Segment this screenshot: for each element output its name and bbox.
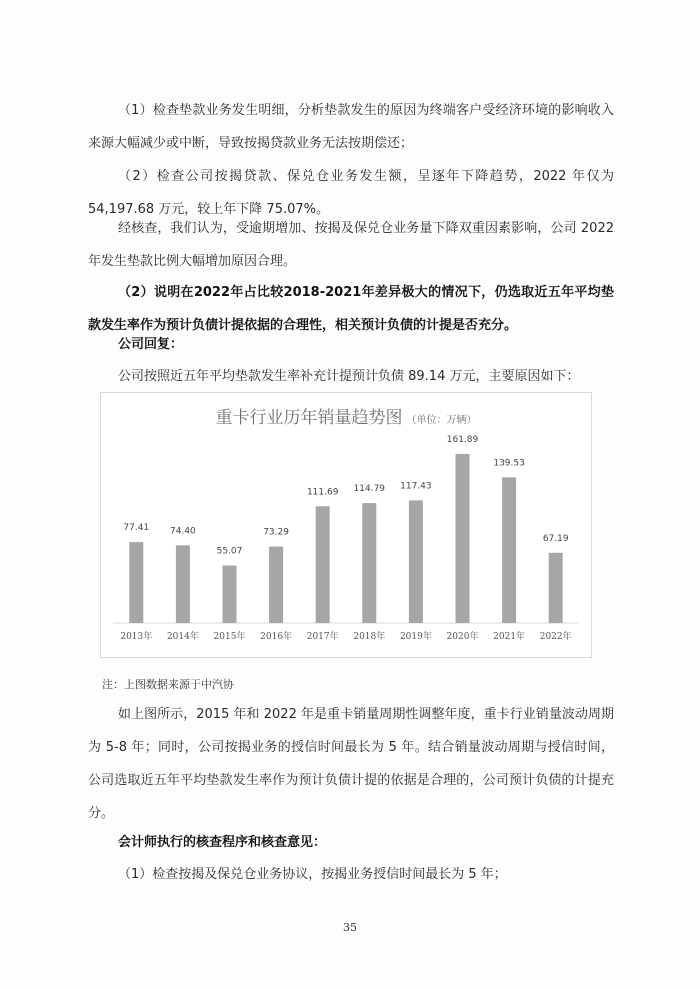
bar-2015年 — [223, 566, 237, 624]
heavy-truck-sales-chart — [100, 392, 592, 658]
value-label-2013年: 77.41 — [123, 523, 150, 534]
paragraph-verification-conclusion: 经核查，我们认为，受逾期增加、按揭及保兑仓业务量下降双重因素影响，公司 2022 年发生垫款比例大幅增加原因合理。 — [88, 221, 614, 269]
chart-title — [216, 407, 477, 428]
value-label-2015年: 55.07 — [216, 546, 243, 557]
page-number: 35 — [343, 921, 357, 934]
tick-label-2016年: 2016年 — [260, 632, 293, 642]
tick-label-2017年: 2017年 — [306, 632, 339, 642]
value-label-2016年: 73.29 — [263, 527, 289, 538]
bar-2020年 — [456, 454, 470, 623]
tick-label-2014年: 2014年 — [166, 632, 199, 642]
tick-label-2019年: 2019年 — [399, 632, 432, 642]
paragraph-overdue-analysis: （1）检查垫款业务发生明细，分析垫款发生的原因为终端客户受经济环境的影响收入来源大幅减少或中断，导致按揭贷款业务无法按期偿还； — [88, 103, 614, 151]
question-2-heading: （2）说明在2022年占比较2018-2021年差异极大的情况下，仍选取近五年平均垫款发生率作为预计负债计提依据的合理性，相关预计负债的计提是否充分。 — [88, 285, 614, 333]
chart-bars — [129, 454, 562, 623]
chart-title-unit: （单位：万辆） — [406, 415, 477, 426]
tick-label-2018年: 2018年 — [353, 632, 386, 642]
paragraph-cycle-explanation: 如上图所示，2015 年和 2022 年是重卡销量周期性调整年度，重卡行业销量波动周期为 5-8 年；同时，公司按揭业务的授信时间最长为 5 年。结合销量波动周期与授信时间，公司选取近五年平均垫款发生率作为预计负债计提的依据是合理的，公司预计负债的计提充分。 — [88, 707, 614, 821]
chart-tick-labels — [120, 630, 571, 642]
company-reply-heading: 公司回复： — [118, 337, 184, 352]
bar-2017年 — [316, 506, 330, 623]
value-label-2021年: 139.53 — [493, 458, 525, 469]
paragraph-business-decline: （2）检查公司按揭贷款、保兑仓业务发生额，呈逐年下降趋势，2022 年仅为 54,197.68 万元，较上年下降 75.07%。 — [88, 169, 614, 217]
tick-label-2013年: 2013年 — [120, 632, 153, 642]
bar-2018年 — [362, 503, 376, 623]
auditor-procedures-heading: 会计师执行的核查程序和核查意见： — [118, 835, 327, 850]
value-label-2014年: 74.40 — [170, 526, 196, 537]
value-label-2018年: 114.79 — [353, 484, 386, 495]
tick-label-2021年: 2021年 — [493, 632, 526, 642]
bar-2022年 — [549, 553, 563, 623]
bar-2019年 — [409, 500, 423, 623]
tick-label-2020年: 2020年 — [446, 632, 479, 642]
bar-2021年 — [502, 477, 516, 623]
value-label-2022年: 67.19 — [542, 533, 569, 544]
value-label-2017年: 111.69 — [306, 487, 339, 498]
bar-2016年 — [269, 547, 283, 624]
chart-canvas — [101, 393, 591, 657]
bar-2014年 — [176, 545, 190, 623]
chart-value-labels — [123, 435, 568, 557]
value-label-2020年: 161.89 — [446, 434, 479, 445]
chart-source-note: 注：上图数据来源于中汽协 — [102, 678, 234, 691]
value-label-2019年: 117.43 — [400, 481, 432, 492]
chart-title-main: 重卡行业历年销量趋势图 — [215, 408, 403, 428]
tick-label-2022年: 2022年 — [539, 632, 572, 642]
bar-2013年 — [129, 542, 143, 623]
paragraph-audit-check: （1）检查按揭及保兑仓业务协议，按揭业务授信时间最长为 5 年； — [118, 867, 507, 882]
paragraph-provision-amount: 公司按照近五年平均垫款发生率补充计提预计负债 89.14 万元，主要原因如下： — [118, 369, 580, 384]
tick-label-2015年: 2015年 — [213, 632, 246, 642]
